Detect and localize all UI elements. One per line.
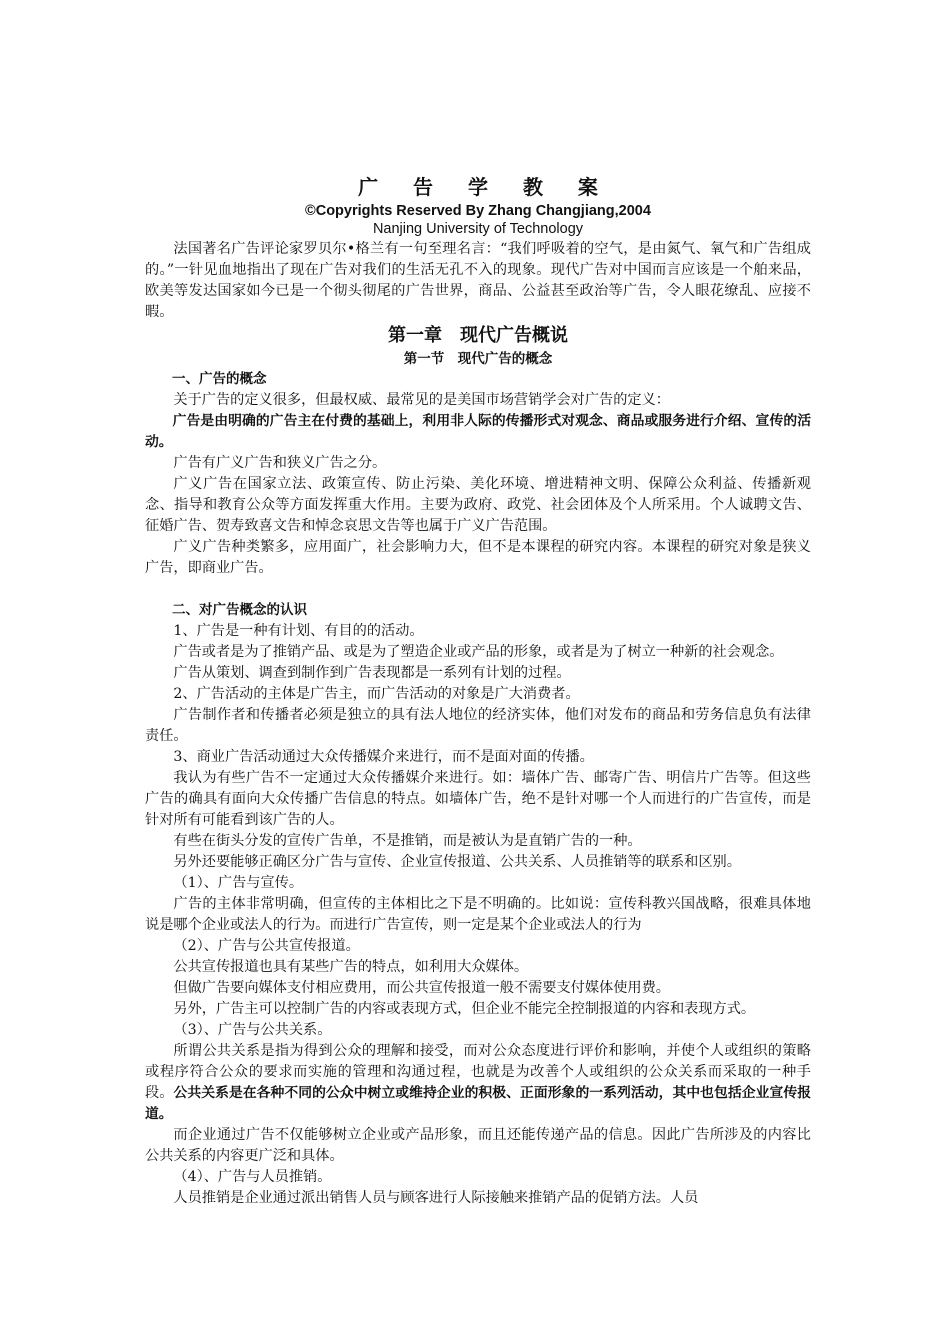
- paragraph: 而企业通过广告不仅能够树立企业或产品形象，而且还能传递产品的信息。因此广告所涉及的内容比公共关系的内容更广泛和具体。: [145, 1127, 811, 1164]
- paragraph: 我认为有些广告不一定通过大众传播媒介来进行。如：墙体广告、邮寄广告、明信片广告等。但这些广告的确具有面向大众传播广告信息的特点。如墙体广告，绝不是针对哪一个人而进行的广告宣传，而是针对所有可能看到该广告的人。: [145, 770, 811, 828]
- paragraph: 有些在街头分发的宣传广告单，不是推销，而是被认为是直销广告的一种。: [173, 833, 642, 849]
- sub-item: （4）、广告与人员推销。: [173, 1169, 332, 1185]
- document-page: [145, 172, 811, 1209]
- spacer: [145, 579, 811, 600]
- paragraph: 广告有广义广告和狭义广告之分。: [173, 455, 387, 471]
- paragraph: 关于广告的定义很多，但最权威、最常见的是美国市场营销学会对广告的定义：: [173, 392, 670, 408]
- list-item: 3、商业广告活动通过大众传播媒介来进行，而不是面对面的传播。: [173, 749, 594, 765]
- document-title: 广 告 学 教 案: [358, 175, 612, 199]
- section-heading: 第一节 现代广告的概念: [403, 351, 553, 367]
- paragraph: 广告从策划、调查到制作到广告表现都是一系列有计划的过程。: [173, 665, 571, 681]
- sub-item: （2）、广告与公共宣传报道。: [173, 938, 360, 954]
- definition-paragraph: 广告是由明确的广告主在付费的基础上，利用非人际的传播形式对观念、商品或服务进行介绍、宣传的活动。: [145, 413, 811, 450]
- list-item: 1、广告是一种有计划、有目的的活动。: [173, 623, 424, 639]
- paragraph: 广告制作者和传播者必须是独立的具有法人地位的经济实体，他们对发布的商品和劳务信息负有法律责任。: [145, 707, 811, 744]
- paragraph: 另外还要能够正确区分广告与宣传、企业宣传报道、公共关系、人员推销等的联系和区别。: [173, 854, 741, 870]
- sub-item: （1）、广告与宣传。: [173, 875, 304, 891]
- list-item: 2、广告活动的主体是广告主，而广告活动的对象是广大消费者。: [173, 686, 580, 702]
- university-line: Nanjing University of Technology: [372, 221, 584, 237]
- pr-normal-text: 所谓公共关系是指为得到公众的理解和接受，而对公众态度进行评价和影响，并使个人或组织的策略或程序符合公众的要求而实施的管理和沟通过程，也就是为改善个人或组织的公众关系而采取的一种手段。: [145, 1043, 811, 1101]
- paragraph: 广告或者是为了推销产品、或是为了塑造企业或产品的形象，或者是为了树立一种新的社会观念。: [173, 644, 784, 660]
- paragraph: 人员推销是企业通过派出销售人员与顾客进行人际接触来推销产品的促销方法。人员: [173, 1190, 699, 1206]
- paragraph: 但做广告要向媒体支付相应费用，而公共宣传报道一般不需要支付媒体使用费。: [173, 980, 670, 996]
- sub-item: （3）、广告与公共关系。: [173, 1022, 332, 1038]
- paragraph: 公共宣传报道也具有某些广告的特点，如利用大众媒体。: [173, 959, 529, 975]
- paragraph: 广告的主体非常明确，但宣传的主体相比之下是不明确的。比如说：宣传科教兴国战略，很难具体地说是哪个企业或法人的行为。而进行广告宣传，则一定是某个企业或法人的行为: [145, 896, 811, 933]
- subheading-concept: 一、广告的概念: [172, 371, 267, 387]
- paragraph: 广义广告在国家立法、政策宣传、防止污染、美化环境、增进精神文明、保障公众利益、传播新观念、指导和教育公众等方面发挥重大作用。主要为政府、政党、社会团体及个人所采用。个人诚聘文告、征婚广告、贺寿致喜文告和悼念哀思文告等也属于广义广告范围。: [145, 476, 811, 534]
- chapter-heading: 第一章 现代广告概说: [388, 325, 568, 346]
- paragraph-public-relations: [145, 1041, 811, 1125]
- pr-bold-text: 公共关系是在各种不同的公众中树立或维持企业的积极、正面形象的一系列活动，其中也包括企业宣传报道。: [145, 1085, 811, 1122]
- subheading-understanding: 二、对广告概念的认识: [172, 602, 307, 618]
- copyright-line: ©Copyrights Reserved By Zhang Changjiang,2004: [305, 203, 651, 219]
- intro-paragraph: 法国著名广告评论家罗贝尔•格兰有一句至理名言：“我们呼吸着的空气，是由氮气、氧气和广告组成的。”一针见血地指出了现在广告对我们的生活无孔不入的现象。现代广告对中国而言应该是一个舶来品，欧美等发达国家如今已是一个彻头彻尾的广告世界，商品、公益甚至政治等广告，令人眼花缭乱、应接不暇。: [145, 241, 811, 320]
- paragraph: 另外，广告主可以控制广告的内容或表现方式，但企业不能完全控制报道的内容和表现方式。: [173, 1001, 756, 1017]
- paragraph: 广义广告种类繁多，应用面广，社会影响力大，但不是本课程的研究内容。本课程的研究对象是狭义广告，即商业广告。: [145, 539, 811, 576]
